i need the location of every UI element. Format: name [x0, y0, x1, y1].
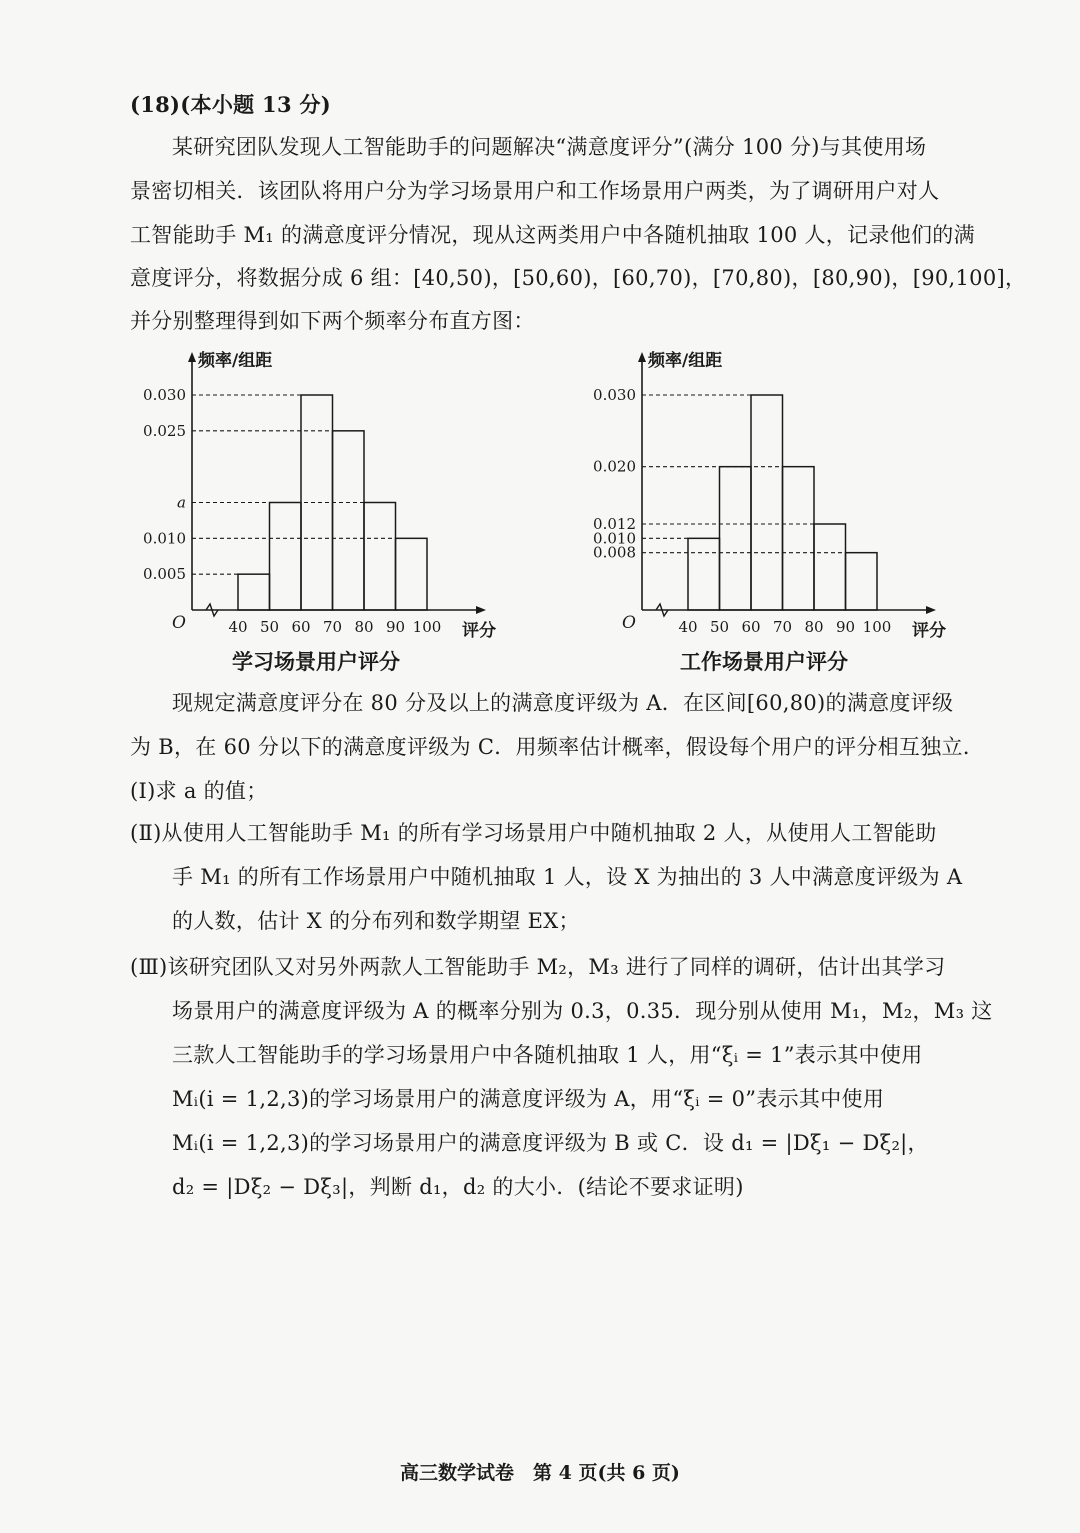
histogram-bar [720, 467, 752, 610]
y-tick-label: 0.008 [593, 543, 636, 562]
x-tick-label: 40 [678, 618, 698, 636]
histogram-bar [333, 431, 365, 610]
x-tick-label: 80 [804, 618, 824, 636]
question-3-line-1: (Ⅲ)该研究团队又对另外两款人工智能助手 M₂，M₃ 进行了同样的调研，估计出其学习 [130, 955, 946, 979]
page-footer: 高三数学试卷 第 4 页(共 6 页) [400, 1462, 680, 1484]
histogram-work [570, 340, 970, 644]
x-tick-label: 70 [772, 618, 793, 636]
x-tick-label: 100 [412, 618, 442, 636]
question-3-line-3: 三款人工智能助手的学习场景用户中各随机抽取 1 人，用“ξᵢ = 1”表示其中使用 [172, 1043, 923, 1067]
x-axis-arrow [926, 606, 936, 614]
origin-label: O [172, 613, 186, 633]
x-tick-label: 60 [741, 618, 761, 636]
histogram-bar [364, 503, 396, 611]
histogram-bar [238, 574, 270, 610]
question-2-line-2: 手 M₁ 的所有工作场景用户中随机抽取 1 人，设 X 为抽出的 3 人中满意度评级为 A [172, 865, 963, 889]
histogram-bar [270, 503, 302, 611]
intro-line-2: 景密切相关．该团队将用户分为学习场景用户和工作场景用户两类，为了调研用户对人 [130, 179, 940, 203]
x-tick-label: 90 [385, 618, 406, 636]
histogram-bar [396, 538, 428, 610]
histogram-bar [751, 395, 783, 610]
x-tick-label: 90 [835, 618, 856, 636]
question-3-line-2: 场景用户的满意度评级为 A 的概率分别为 0.3，0.35．现分别从使用 M₁，M₂，M₃ 这 [172, 999, 993, 1023]
x-tick-label: 70 [322, 618, 343, 636]
x-tick-label: 60 [291, 618, 311, 636]
intro-line-3: 工智能助手 M₁ 的满意度评分情况，现从这两类用户中各随机抽取 100 人，记录他们的满 [130, 223, 975, 247]
rule-line-1: 现规定满意度评分在 80 分及以上的满意度评级为 A．在区间[60,80)的满意度评级 [172, 691, 954, 715]
question-3-line-6: d₂ = |Dξ₂ − Dξ₃|，判断 d₁，d₂ 的大小．(结论不要求证明) [172, 1175, 744, 1199]
y-tick-label: 0.005 [143, 565, 186, 584]
y-axis-label: 频率/组距 [198, 351, 273, 371]
question-3-line-5: Mᵢ(i = 1,2,3)的学习场景用户的满意度评级为 B 或 C．设 d₁ = |Dξ₁ − Dξ₂|， [172, 1131, 929, 1155]
x-tick-label: 50 [709, 618, 730, 636]
histogram-study-caption: 学习场景用户评分 [232, 649, 400, 674]
question-1: (Ⅰ)求 a 的值； [130, 779, 268, 803]
x-tick-label: 50 [259, 618, 280, 636]
x-tick-label: 40 [228, 618, 248, 636]
y-tick-label: 0.030 [143, 386, 186, 404]
histogram-bar [688, 538, 720, 610]
histogram-bar [814, 524, 846, 610]
histogram-bar [783, 467, 815, 610]
y-tick-label: 0.010 [143, 529, 186, 548]
y-tick-label: 0.012 [593, 515, 636, 533]
y-tick-label: 0.030 [593, 386, 636, 404]
intro-line-4: 意度评分，将数据分成 6 组：[40,50)，[50,60)，[60,70)，[70,80)，[80,90)，[90,100]， [130, 266, 1027, 290]
histogram-work-caption: 工作场景用户评分 [680, 649, 848, 674]
histogram-study-svg [120, 340, 520, 640]
question-2-line-1: (Ⅱ)从使用人工智能助手 M₁ 的所有学习场景用户中随机抽取 2 人，从使用人工智能助 [130, 821, 937, 845]
y-axis-arrow [638, 352, 646, 362]
question-3-line-4: Mᵢ(i = 1,2,3)的学习场景用户的满意度评级为 A，用“ξᵢ = 0”表示其中使用 [172, 1087, 885, 1111]
histogram-study [120, 340, 520, 644]
y-axis-arrow [188, 352, 196, 362]
histogram-work-svg [570, 340, 970, 640]
origin-label: O [622, 613, 636, 633]
x-tick-label: 80 [354, 618, 374, 636]
y-axis-label: 频率/组距 [648, 351, 723, 371]
y-tick-label: 0.020 [593, 457, 636, 476]
x-axis-label: 评分 [912, 621, 946, 640]
question-2-line-3: 的人数，估计 X 的分布列和数学期望 EX； [172, 909, 580, 933]
intro-line-1: 某研究团队发现人工智能助手的问题解决“满意度评分”(满分 100 分)与其使用场 [172, 135, 927, 159]
rule-line-2: 为 B，在 60 分以下的满意度评级为 C．用频率估计概率，假设每个用户的评分相互独立． [130, 735, 985, 759]
intro-line-5: 并分别整理得到如下两个频率分布直方图： [130, 309, 535, 333]
y-tick-label: 0.010 [593, 529, 636, 548]
y-tick-label: 0.025 [143, 421, 186, 440]
x-tick-label: 100 [862, 618, 892, 636]
histogram-bar [846, 553, 878, 610]
y-tick-label: a [177, 493, 186, 512]
x-axis-arrow [476, 606, 486, 614]
x-axis-label: 评分 [462, 621, 496, 640]
problem-number: (18)(本小题 13 分) [130, 92, 332, 117]
